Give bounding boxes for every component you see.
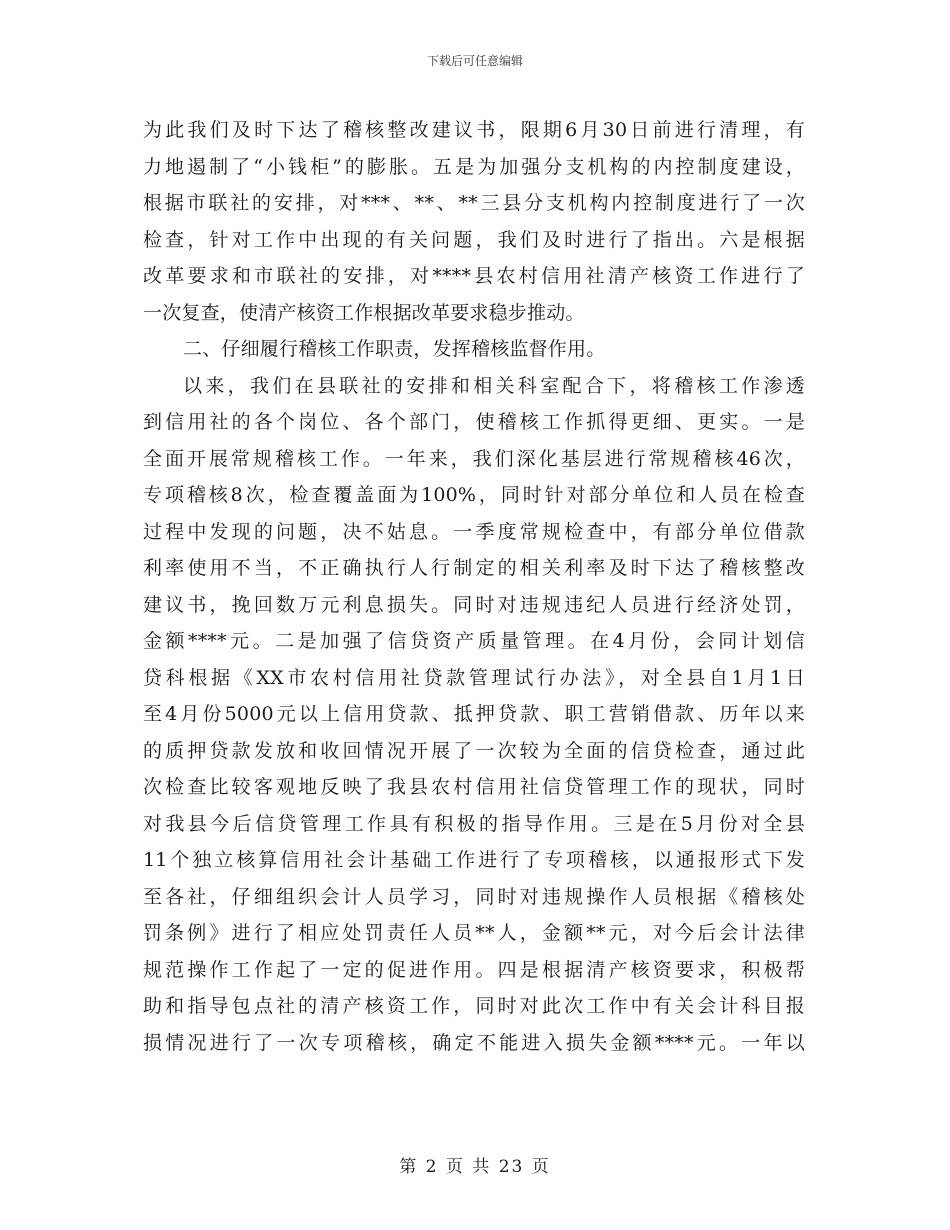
text-line: 改革要求和市联社的安排，对****县农村信用社清产核资工作进行了 (143, 265, 805, 287)
page-header: 下载后可任意编辑 (426, 54, 523, 68)
text-line: 力地遏制了“小钱柜”的膨胀。五是为加强分支机构的内控制度建设， (143, 155, 805, 178)
text-line: 过程中发现的问题，决不姑息。一季度常规检查中，有部分单位借款 (143, 520, 805, 543)
text-line: 11个独立核算信用社会计基础工作进行了专项稽核，以通报形式下发 (143, 849, 805, 871)
text-line: 到信用社的各个岗位、各个部门，使稽核工作抓得更细、更实。一是 (143, 411, 805, 433)
text-line: 专项稽核8次，检查覆盖面为100%，同时针对部分单位和人员在检查 (143, 484, 805, 506)
text-line: 助和指导包点社的清产核资工作，同时对此次工作中有关会计科目报 (143, 995, 805, 1017)
text-line: 损情况进行了一次专项稽核，确定不能进入损失金额****元。一年以 (143, 1031, 805, 1054)
text-line: 贷科根据《XX市农村信用社贷款管理试行办法》，对全县自1月1日 (143, 666, 805, 689)
text-line: 以来，我们在县联社的安排和相关科室配合下，将稽核工作渗透 (183, 374, 805, 397)
text-line: 对我县今后信贷管理工作具有积极的指导作用。三是在5月份对全县 (143, 812, 805, 835)
text-line: 为此我们及时下达了稽核整改建议书，限期6月30日前进行清理，有 (143, 119, 805, 141)
text-line: 罚条例》进行了相应处罚责任人员**人，金额**元，对今后会计法律 (143, 922, 805, 944)
text-line: 建议书，挽回数万元利息损失。同时对违规违纪人员进行经济处罚， (143, 593, 805, 616)
text-line: 至各社，仔细组织会计人员学习，同时对违规操作人员根据《稽核处 (143, 885, 805, 908)
text-line: 全面开展常规稽核工作。一年来，我们深化基层进行常规稽核46次， (143, 447, 805, 470)
text-line: 规范操作工作起了一定的促进作用。四是根据清产核资要求，积极帮 (143, 958, 805, 981)
text-line: 二、仔细履行稽核工作职责，发挥稽核监督作用。 (183, 338, 606, 360)
text-line: 至4月份5000元以上信用贷款、抵押贷款、职工营销借款、历年以来 (143, 703, 805, 725)
text-line: 金额****元。二是加强了信贷资产质量管理。在4月份，会同计划信 (143, 630, 805, 652)
text-line: 一次复查，使清产核资工作根据改革要求稳步推动。 (143, 301, 585, 324)
text-line: 根据市联社的安排，对***、**、**三县分支机构内控制度进行了一次 (143, 192, 805, 214)
text-line: 的质押贷款发放和收回情况开展了一次较为全面的信贷检查，通过此 (143, 739, 805, 762)
page-footer: 第 2 页 共 23 页 (399, 1157, 551, 1177)
text-line: 次检查比较客观地反映了我县农村信用社信贷管理工作的现状，同时 (143, 776, 805, 798)
text-line: 检查，针对工作中出现的有关问题，我们及时进行了指出。六是根据 (143, 228, 805, 251)
document-body (143, 112, 805, 1061)
text-line: 利率使用不当，不正确执行人行制定的相关利率及时下达了稽核整改 (143, 557, 805, 579)
